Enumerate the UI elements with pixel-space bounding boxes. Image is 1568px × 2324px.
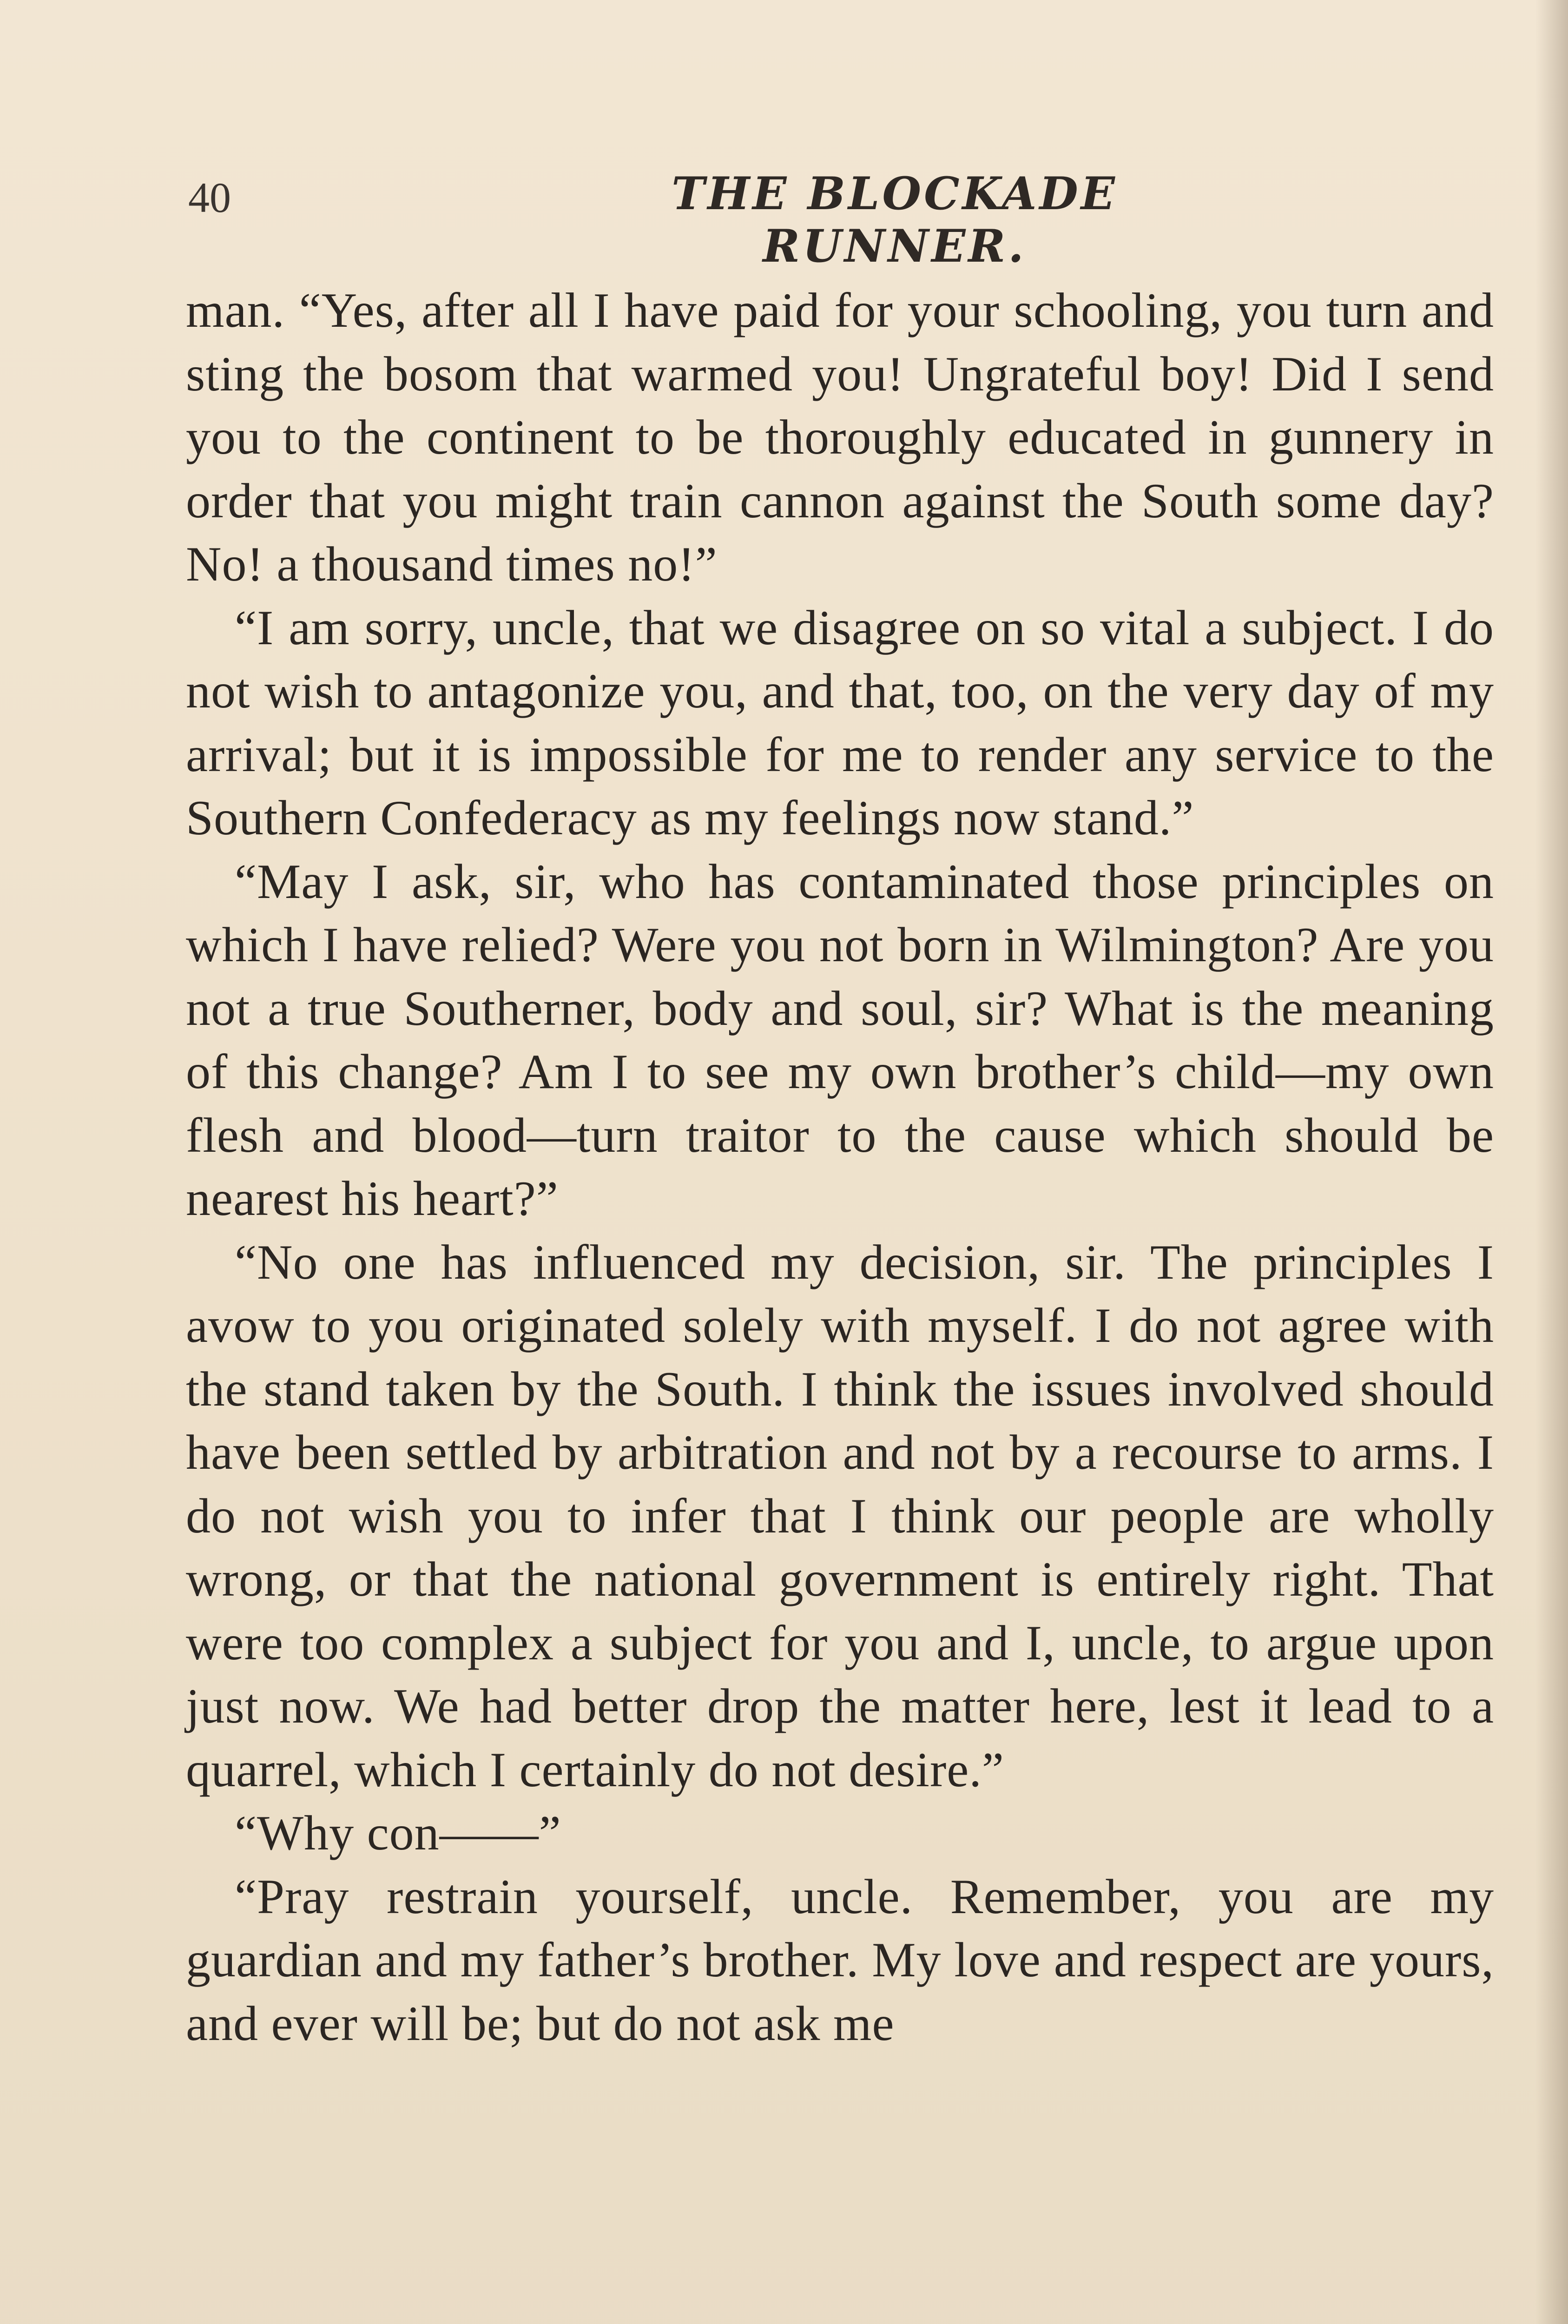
page-edge-shadow <box>1535 0 1568 2324</box>
page-header <box>188 167 1489 272</box>
paragraph: “Pray restrain yourself, uncle. Remember, you are my guardian and my father’s brother. My love and respect are yours, and ever will be; but do not ask me <box>186 1869 1494 2051</box>
body-text <box>186 279 1494 2055</box>
page-number: 40 <box>188 174 231 221</box>
paragraph: “No one has influenced my decision, sir. The principles I avow to you originated solely with myself. I do not agree with the stand taken by the South. I think the issues involved should have been settled by arbitration and not by a recourse to arms. I do not wish you to infer that I think our people are wholly wrong, or that the national government is entirely right. That were too complex a subject for you and I, uncle, to argue upon just now. We had better drop the matter here, lest it lead to a quarrel, which I certainly do not desire.” <box>186 1235 1494 1797</box>
paragraph: “I am sorry, uncle, that we disagree on so vital a subject. I do not wish to antagonize you, and that, too, on the very day of my arrival; but it is impossible for me to render any service to the Southern Confederacy as my feelings now stand.” <box>186 600 1494 845</box>
running-head: THE BLOCKADE RUNNER. <box>672 167 1118 272</box>
paragraph: “May I ask, sir, who has contaminated those principles on which I have relied? Were you not born in Wilmington? Are you not a true Southerner, body and soul, sir? What is the meaning of this change? Am I to see my own brother’s child—my own flesh and blood—turn traitor to the cause which should be nearest his heart?” <box>186 854 1494 1226</box>
paragraph: “Why con——” <box>235 1806 561 1860</box>
paragraph: man. “Yes, after all I have paid for your schooling, you turn and sting the bosom that warmed you! Ungrateful boy! Did I send you to the continent to be thoroughly educated in gunnery in order that you might train cannon against the South some day? No! a thousand times no!” <box>186 283 1494 591</box>
